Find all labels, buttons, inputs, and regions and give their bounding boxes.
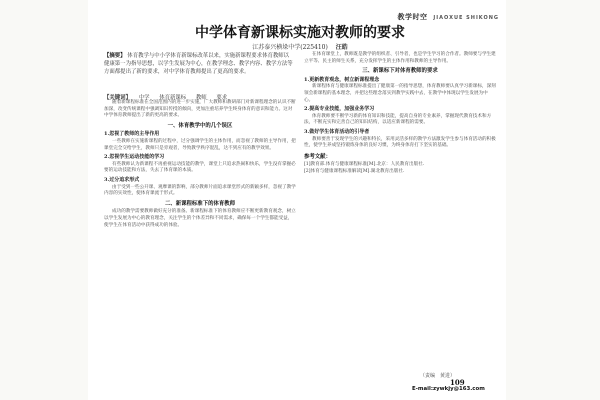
keyword: 要求 bbox=[216, 95, 228, 101]
section-heading: 二、新课程标准下的体育教师 bbox=[164, 200, 236, 207]
subsection-heading: 1.更新教育观念，树立新课程理念 bbox=[304, 76, 380, 83]
left-column bbox=[104, 100, 296, 230]
author-affiliation: 江苏泰兴横垛中学(225410) bbox=[252, 44, 328, 51]
subsection-heading: 2.提高专业技能，加强业务学习 bbox=[304, 106, 375, 113]
subsection-heading: 3.过分追求形式 bbox=[104, 176, 140, 183]
body-paragraph: 在体育课堂上，教师既是教学的组织者、引导者，也是学生学习的合作者。教师要与学生建立平等、民主的师生关系，充分发挥学生的主体作用和教师的主导作用。 bbox=[304, 52, 496, 64]
abstract-label: 【摘要】 bbox=[104, 53, 126, 59]
keywords-label: 【关键词】 bbox=[104, 95, 131, 101]
references bbox=[304, 154, 496, 176]
subsection-heading: 2.忽视学生运动技能的学习 bbox=[104, 154, 165, 161]
section-heading: 一、体育教学中的几个误区 bbox=[167, 122, 233, 129]
body-paragraph: 成功的教学需要教师做好充分的准备。新课程标准下的体育教师应不断更新教育观念，树立以学生发展为中心的教育理念，关注学生的个体差异和不同需求，确保每一个学生都能受益，使学生在体育活动中获得成功的体验。 bbox=[104, 209, 296, 228]
subsection-heading: 3.做好学生体育活动的引导者 bbox=[304, 128, 370, 135]
reference-item: [1]教育部.体育与健康课程标准[M].北京：人民教育出版社. bbox=[304, 162, 425, 168]
subsection-heading: 1.忽视了教师的主导作用 bbox=[104, 131, 160, 138]
editor-credit: （责编 黄进） bbox=[420, 373, 456, 379]
author-name: 汪皓 bbox=[335, 44, 348, 51]
page-number: 109 bbox=[450, 378, 465, 387]
body-paragraph: 由于受到一些公开课、观摩课的影响，部分教师片面追求课堂形式的新颖多样，忽视了教学内容的实效性，使体育课流于形式。 bbox=[104, 184, 296, 197]
references-heading: 参考文献： bbox=[304, 153, 331, 160]
section-pinyin: JIAOXUE SHIKONG bbox=[433, 15, 499, 21]
body-paragraph: 有些教师认为新课程不再重视运动技能的教学，课堂上只追求热闹和快乐，学生没有掌握必要的运动技能和方法，失去了体育课的本质。 bbox=[104, 161, 296, 174]
section-title: 教学时空 bbox=[397, 12, 428, 21]
author-line bbox=[120, 42, 480, 51]
article-title: 中学体育新课标实施对教师的要求 bbox=[195, 25, 405, 41]
running-header bbox=[397, 12, 502, 22]
body-paragraph: 一些教师在实施新课程的过程中，过分强调学生的主体作用，而忽视了教师的主导作用，把课堂完全交给学生，教师只是旁观者，导致教学秩序混乱，达不到应有的教学效果。 bbox=[104, 138, 296, 151]
keyword: 教师 bbox=[195, 95, 207, 101]
body-paragraph: 体育教师要不断学习新的体育知识和技能，提高自身的专业素养，掌握现代教育技术和方法，不断充实和完善自己的知识结构，以适应新课程的需要。 bbox=[304, 113, 492, 126]
body-paragraph: 教师要善于发现学生的兴趣和特长，采用灵活多样的教学方法激发学生参与体育活动的积极性，使学生养成坚持锻炼身体的良好习惯，为终身体育打下坚实的基础。 bbox=[304, 136, 496, 149]
abstract bbox=[104, 52, 294, 76]
keyword: 中学 bbox=[138, 95, 150, 101]
body-paragraph: 新课程体育与健康课程标准提出了健康第一的指导思想，体育教师要认真学习新课标，深刻领会新课程的基本理念，并把这些理念落实到教学实践中去，在教学中体现以学生发展为中心。 bbox=[304, 84, 496, 103]
right-column bbox=[304, 52, 496, 176]
reference-item: [2]体育与健康课程标准解读[M].湖北教育出版社. bbox=[304, 168, 405, 174]
contact-email: E-mail:zywkjy@163.com bbox=[412, 386, 485, 392]
section-heading: 三、新课标下对体育教师的要求 bbox=[362, 68, 438, 75]
abstract-text: 体育教学与中小学体育新课标改革以来，实施新课程要求体育教师以健康第一为指导思想，以学生发展为中心，在教学理念、教学内容、教学方法等方面都提出了新的要求，对中学体育教师提出了更高的要求。 bbox=[104, 53, 293, 75]
keyword: 体育新课标 bbox=[159, 95, 187, 101]
intro-paragraph: 随着新课程标准在全国范围内的进一步实施，广大教师和教研部门对新课程理念的认识不断加深，改变传统课程中强调知识传授的倾向，更加注重培养学生终身体育的意识和能力。这对中学体育教师提出了新的更高的要求。 bbox=[104, 100, 296, 119]
